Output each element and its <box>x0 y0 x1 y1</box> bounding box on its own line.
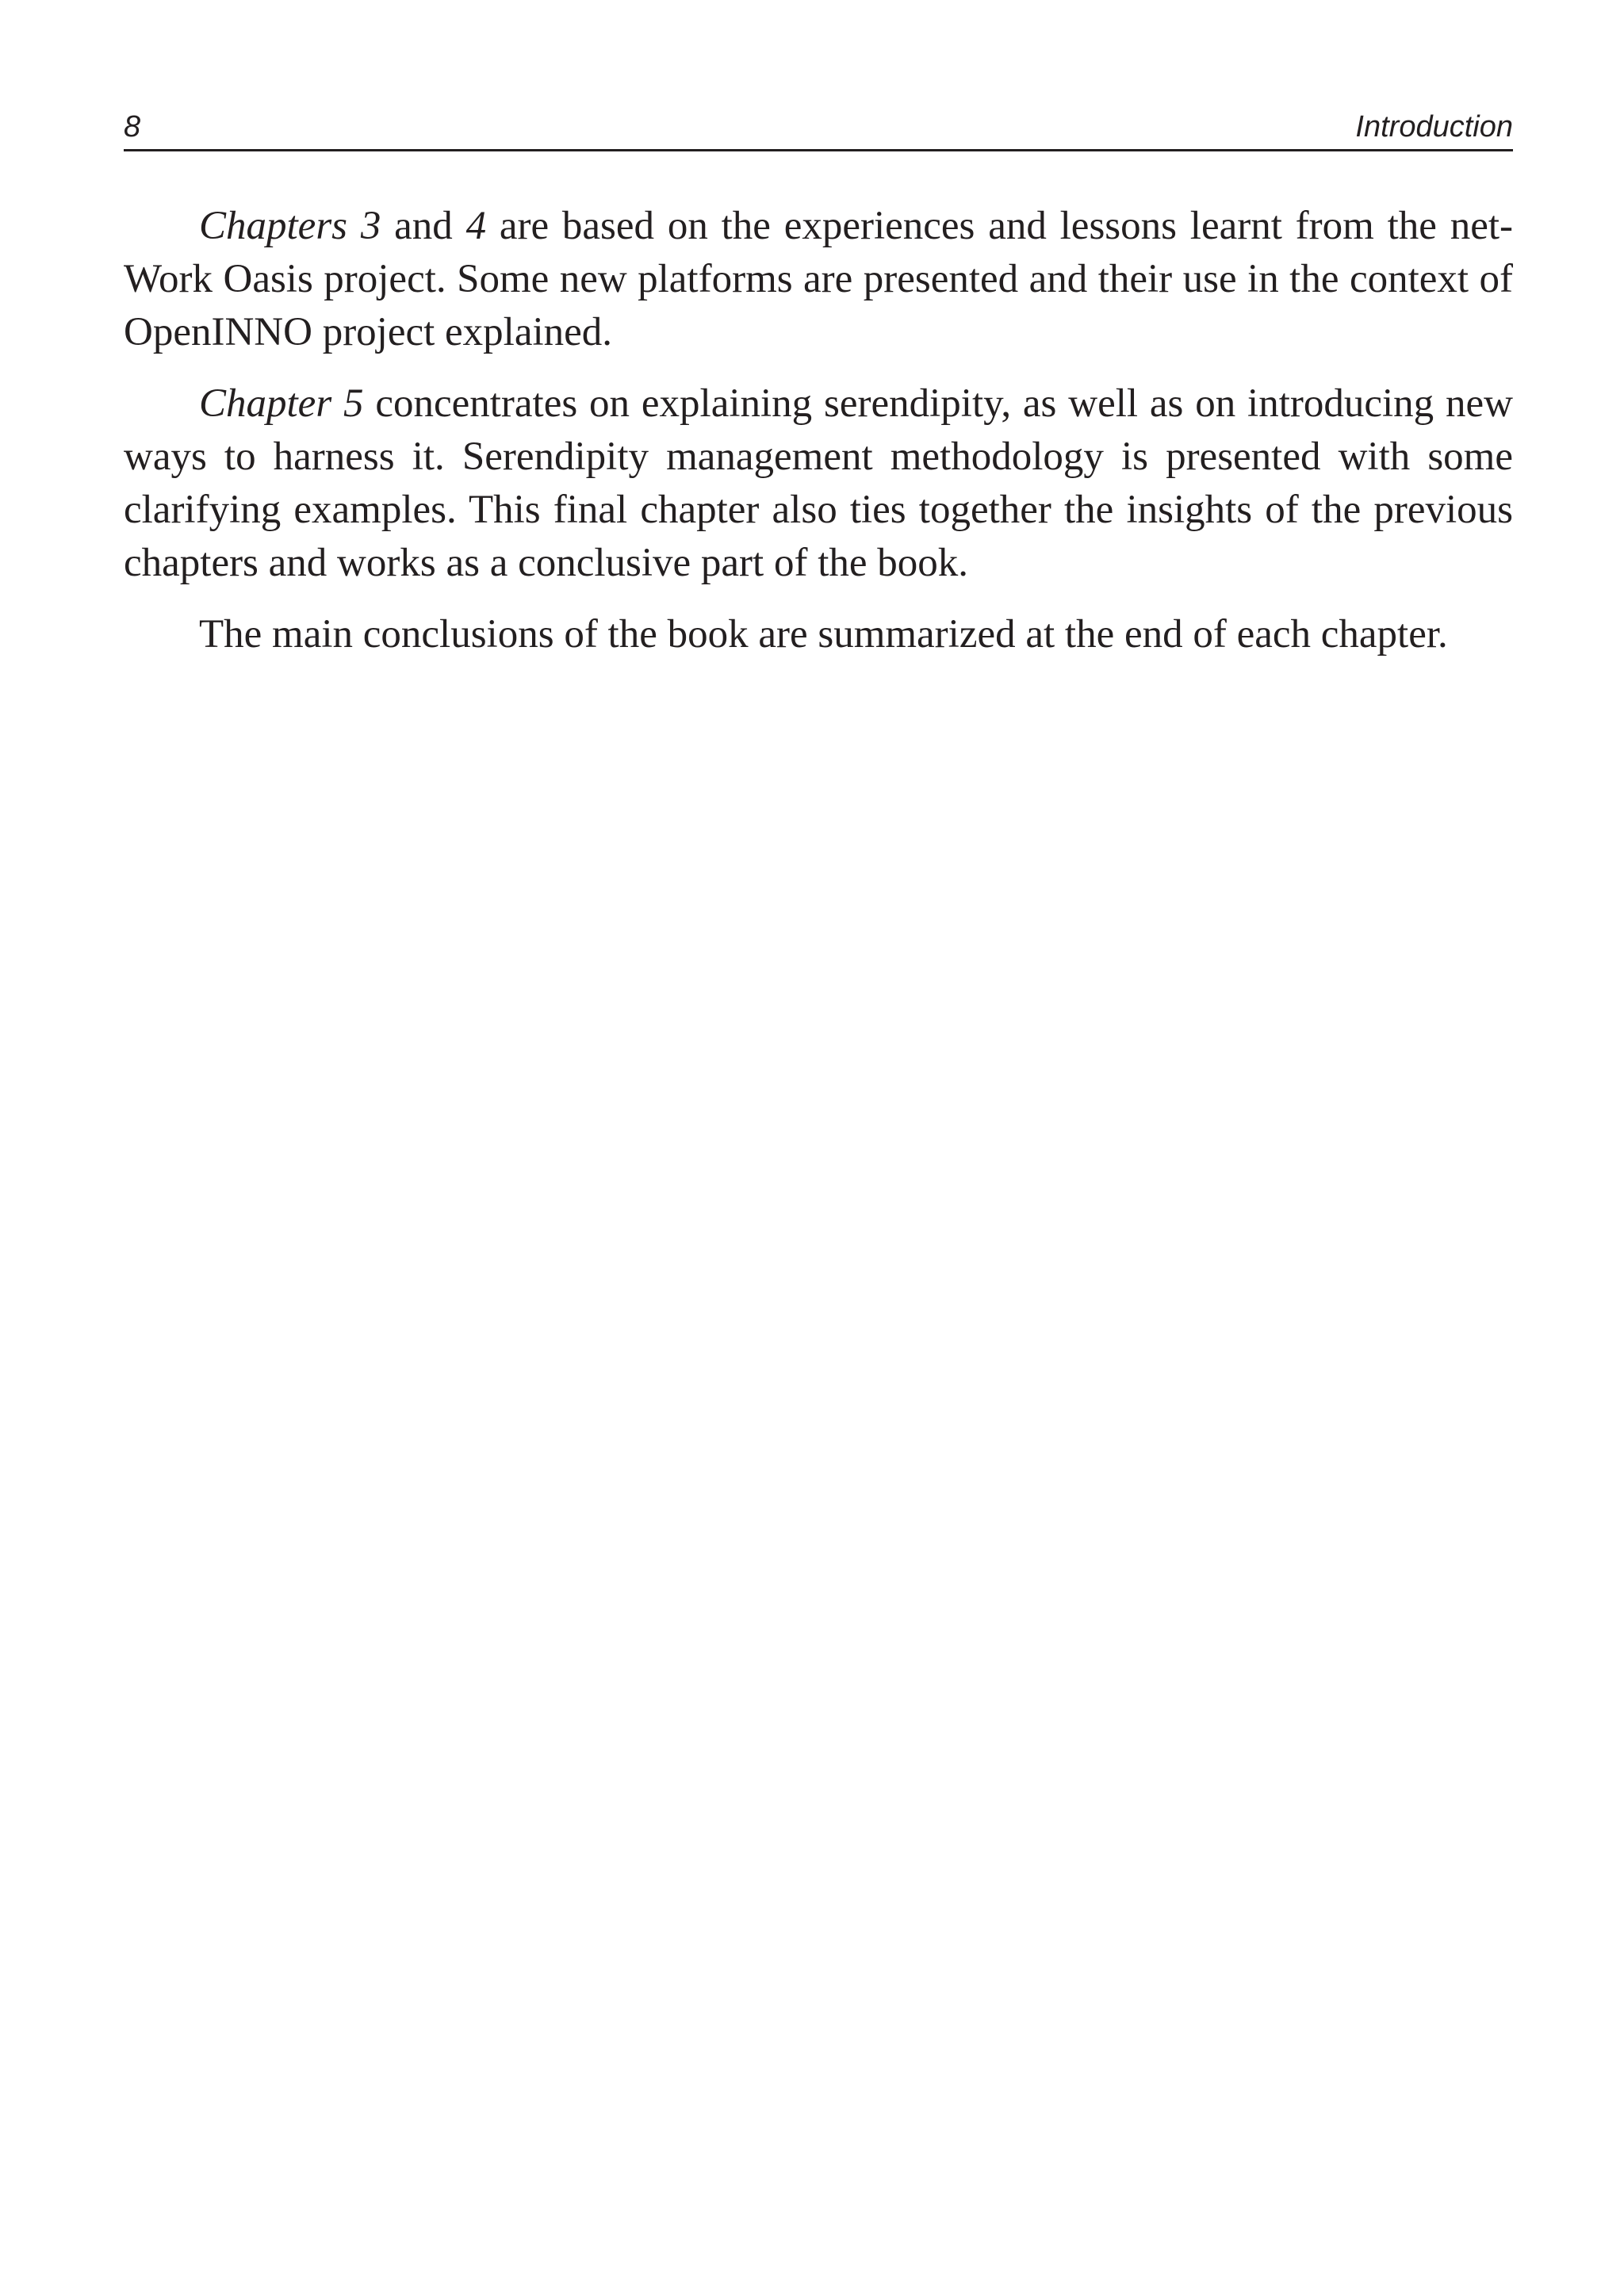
page-body <box>124 200 1513 679</box>
running-head: Introduction <box>1355 110 1513 144</box>
chapter-ref: Chapter 5 <box>199 381 364 426</box>
chapter-ref: 4 <box>465 204 487 248</box>
chapter-ref: Chapters 3 <box>199 204 381 248</box>
paragraph-chapters-3-4 <box>124 200 1513 359</box>
paragraph-text: and <box>381 204 466 248</box>
paragraph-chapter-5 <box>124 377 1513 590</box>
paragraph-text: The main conclusions of the book are summarized at the end of each chapter. <box>199 612 1448 657</box>
page-header <box>124 105 1513 151</box>
paragraph-text: are based on the experiences and lessons learnt from the net-Work Oasis project. Some new platforms are presented and their use in the context of OpenINNO project explained. <box>124 204 1513 354</box>
paragraph-conclusions <box>124 608 1513 661</box>
page-number: 8 <box>124 110 141 144</box>
paragraph-text: concentrates on explaining serendipity, as well as on introducing new ways to harness it. Serendipity management methodology is presented with some clarifying examples. This final chapter also ties together the insights of the previous chapters and works as a conclusive part of the book. <box>124 381 1513 585</box>
